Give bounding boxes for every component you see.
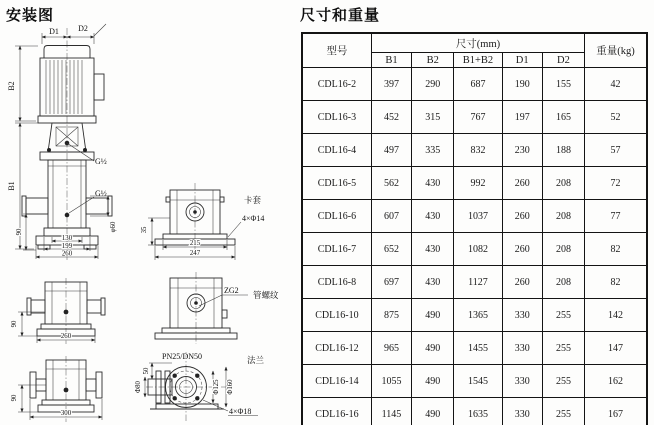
size-table-body (302, 68, 647, 425)
cell-model: CDL16-10 (302, 299, 371, 332)
cell-b2: 430 (412, 167, 454, 200)
thread-size-label: ZG2 (224, 286, 239, 295)
table-row (302, 332, 647, 365)
cell-model: CDL16-8 (302, 266, 371, 299)
cell-b1b2: 767 (454, 101, 502, 134)
cell-d2: 165 (542, 101, 584, 134)
cell-b1b2: 832 (454, 134, 502, 167)
cell-b1: 1055 (371, 365, 411, 398)
cell-b1b2: 1545 (454, 365, 502, 398)
cell-d1: 260 (502, 200, 542, 233)
dim-label-247: 247 (189, 250, 201, 257)
cell-wt: 57 (585, 134, 647, 167)
cell-model: CDL16-6 (302, 200, 371, 233)
cell-wt: 167 (585, 398, 647, 425)
dim-label-b2: B2 (7, 81, 16, 91)
table-row (302, 68, 647, 101)
cell-b1b2: 1455 (454, 332, 502, 365)
cell-b1: 652 (371, 233, 411, 266)
cell-d1: 330 (502, 299, 542, 332)
dim-label-260: 260 (61, 250, 73, 258)
dim-label-260-base: 260 (60, 333, 72, 340)
dim-label-d1: D1 (49, 27, 59, 36)
cell-d1: 330 (502, 332, 542, 365)
cell-b1: 452 (371, 101, 411, 134)
table-row (302, 200, 647, 233)
col-header-b1: B1 (371, 53, 411, 68)
cell-b2: 490 (412, 365, 454, 398)
dim-label-90-base260: 90 (11, 320, 18, 328)
cell-d2: 188 (542, 134, 584, 167)
col-header-d2: D2 (542, 53, 584, 68)
dim-label-215: 215 (189, 240, 201, 247)
cell-d2: 208 (542, 233, 584, 266)
cell-model: CDL16-4 (302, 134, 371, 167)
cell-d1: 260 (502, 233, 542, 266)
cell-b2: 430 (412, 233, 454, 266)
table-row (302, 101, 647, 134)
flange-connection-figure (135, 352, 265, 421)
cell-b1b2: 1082 (454, 233, 502, 266)
cell-b2: 315 (412, 101, 454, 134)
cell-d1: 190 (502, 68, 542, 101)
cell-d1: 330 (502, 365, 542, 398)
installation-title: 安装图 (6, 7, 55, 24)
cell-b2: 490 (412, 398, 454, 425)
col-header-d1: D1 (502, 53, 542, 68)
cell-wt: 162 (585, 365, 647, 398)
clamp-type-label: 卡套 (244, 195, 262, 205)
cell-wt: 147 (585, 332, 647, 365)
cell-b1: 397 (371, 68, 411, 101)
thread-type-label: 管螺纹 (253, 290, 279, 300)
cell-b1: 875 (371, 299, 411, 332)
cell-wt: 82 (585, 233, 647, 266)
cell-b2: 490 (412, 332, 454, 365)
motor-fins (46, 60, 82, 114)
base-variant-300-figure (11, 356, 102, 422)
table-row (302, 134, 647, 167)
cell-b2: 490 (412, 299, 454, 332)
dim-label-phi125: Φ125 (213, 379, 220, 395)
table-row (302, 266, 647, 299)
dim-label-199: 199 (61, 243, 73, 250)
dim-label-d2: D2 (78, 24, 88, 33)
cell-d2: 255 (542, 365, 584, 398)
cell-b1b2: 992 (454, 167, 502, 200)
cell-b1b2: 1635 (454, 398, 502, 425)
col-header-size-group: 尺寸(mm) (371, 33, 584, 53)
cell-wt: 72 (585, 167, 647, 200)
installation-drawing (0, 0, 300, 425)
dim-label-90: 90 (16, 228, 23, 236)
cell-b1: 562 (371, 167, 411, 200)
clamp-holes-label: 4×Φ14 (242, 214, 265, 223)
cell-model: CDL16-12 (302, 332, 371, 365)
cell-d1: 330 (502, 398, 542, 425)
cell-b1: 607 (371, 200, 411, 233)
cell-b1b2: 1127 (454, 266, 502, 299)
cell-d2: 255 (542, 332, 584, 365)
cell-wt: 142 (585, 299, 647, 332)
cell-b1: 965 (371, 332, 411, 365)
col-header-model: 型号 (302, 33, 371, 68)
table-row (302, 398, 647, 425)
flange-type-label: 法兰 (247, 355, 265, 365)
cell-b2: 335 (412, 134, 454, 167)
cell-wt: 82 (585, 266, 647, 299)
dim-label-phi80: Φ80 (135, 381, 142, 393)
port-label-g-top: G½ (95, 157, 107, 166)
cell-b1b2: 687 (454, 68, 502, 101)
cell-b2: 290 (412, 68, 454, 101)
cell-b1b2: 1365 (454, 299, 502, 332)
clamp-connection-figure (141, 183, 264, 260)
cell-model: CDL16-7 (302, 233, 371, 266)
dim-label-35: 35 (141, 226, 148, 234)
dim-label-90-base300: 90 (11, 394, 18, 402)
dim-label-phi60: φ60 (110, 221, 117, 233)
dimensions-title: 尺寸和重量 (300, 7, 381, 24)
col-header-b2: B2 (412, 53, 454, 68)
table-row (302, 233, 647, 266)
cell-b2: 430 (412, 200, 454, 233)
table-row (302, 299, 647, 332)
cell-model: CDL16-3 (302, 101, 371, 134)
size-table (301, 32, 648, 425)
cell-b2: 430 (412, 266, 454, 299)
table-row (302, 365, 647, 398)
port-label-g-bottom: G½ (95, 189, 107, 198)
cell-d2: 208 (542, 266, 584, 299)
cell-b1: 1145 (371, 398, 411, 425)
cell-model: CDL16-14 (302, 365, 371, 398)
cell-b1b2: 1037 (454, 200, 502, 233)
dim-label-300-base: 300 (60, 410, 72, 417)
pump-assembly-figure (7, 24, 117, 262)
cell-d1: 230 (502, 134, 542, 167)
cell-wt: 77 (585, 200, 647, 233)
cell-d2: 255 (542, 299, 584, 332)
cell-wt: 52 (585, 101, 647, 134)
base-variant-260-figure (11, 278, 105, 344)
cell-d2: 255 (542, 398, 584, 425)
cell-b1: 697 (371, 266, 411, 299)
dim-label-phi160: Φ160 (227, 379, 234, 395)
cell-wt: 42 (585, 68, 647, 101)
cell-model: CDL16-16 (302, 398, 371, 425)
dim-label-130: 130 (61, 235, 73, 242)
col-header-weight: 重量(kg) (585, 33, 647, 68)
cell-model: CDL16-5 (302, 167, 371, 200)
thread-connection-figure (155, 272, 279, 344)
cell-d1: 260 (502, 167, 542, 200)
cell-d2: 208 (542, 167, 584, 200)
cell-b1: 497 (371, 134, 411, 167)
dim-label-50: 50 (143, 367, 150, 375)
dim-label-b1: B1 (7, 181, 16, 191)
cell-model: CDL16-2 (302, 68, 371, 101)
flange-rating-label: PN25/DN50 (162, 352, 203, 361)
flange-holes-label: 4×Φ18 (229, 407, 252, 416)
cell-d1: 197 (502, 101, 542, 134)
table-row (302, 167, 647, 200)
cell-d2: 155 (542, 68, 584, 101)
col-header-b1b2: B1+B2 (454, 53, 502, 68)
cell-d2: 208 (542, 200, 584, 233)
cell-d1: 260 (502, 266, 542, 299)
